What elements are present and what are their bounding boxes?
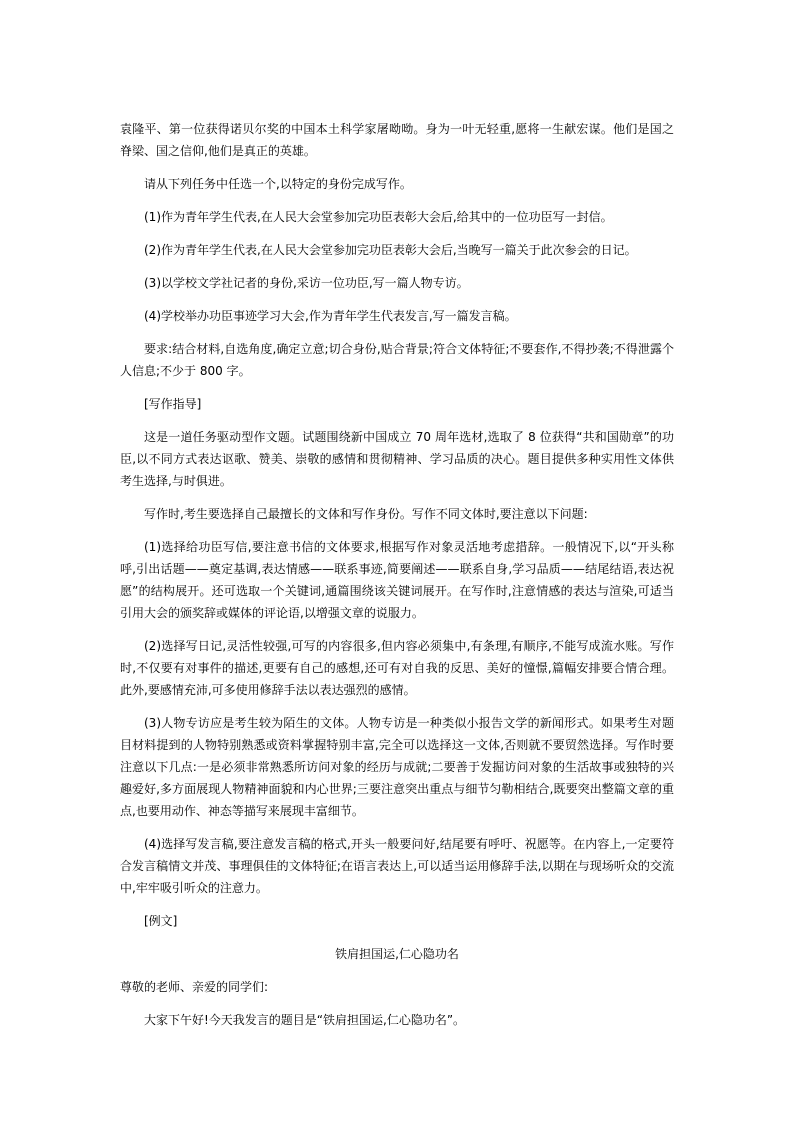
example-label: [例文] bbox=[144, 914, 178, 928]
document-page bbox=[120, 118, 674, 1042]
essay-salutation: 尊敬的老师、亲爱的同学们: bbox=[120, 980, 269, 994]
essay-opening: 大家下午好!今天我发言的题目是“铁肩担国运,仁心隐功名”。 bbox=[144, 1013, 466, 1027]
task-item-1: (1)作为青年学生代表,在人民大会堂参加完功臣表彰大会后,给其中的一位功臣写一封信。 bbox=[144, 210, 613, 224]
requirements-paragraph: 要求:结合材料,自选角度,确定立意;切合身份,贴合背景;符合文体特征;不要套作,不得抄袭;不得泄露个人信息;不少于 800 字。 bbox=[120, 342, 674, 378]
intro-paragraph: 袁隆平、第一位获得诺贝尔奖的中国本土科学家屠呦呦。身为一叶无轻重,愿将一生献宏谋。他们是国之脊梁、国之信仰,他们是真正的英雄。 bbox=[120, 122, 674, 158]
guide-note: 写作时,考生要选择自己最擅长的文体和写作身份。写作不同文体时,要注意以下问题: bbox=[144, 507, 588, 521]
guide-intro: 这是一道任务驱动型作文题。试题围绕新中国成立 70 周年选材,选取了 8 位获得“共和国勋章”的功臣,以不同方式表达讴歌、赞美、崇敬的感情和贯彻精神、学习品质的决心。题目提供多种实用性文体供考生选择,与时俱进。 bbox=[120, 430, 674, 488]
guide-point-4: (4)选择写发言稿,要注意发言稿的格式,开头一般要问好,结尾要有呼吁、祝愿等。在内容上,一定要符合发言稿情文并茂、事理俱佳的文体特征;在语言表达上,可以适当运用修辞手法,以期在与现场听众的交流中,牢牢吸引听众的注意力。 bbox=[120, 837, 674, 895]
task-prompt: 请从下列任务中任选一个,以特定的身份完成写作。 bbox=[144, 177, 412, 191]
guide-label: [写作指导] bbox=[144, 397, 202, 411]
guide-point-3: (3)人物专访应是考生较为陌生的文体。人物专访是一种类似小报告文学的新闻形式。如果考生对题目材料提到的人物特别熟悉或资料掌握特别丰富,完全可以选择这一文体,否则就不要贸然选择。写作时要注意以下几点:一是必须非常熟悉所访问对象的经历与成就;二要善于发掘访问对象的生活故事或独特的兴趣爱好,多方面展现人物精神面貌和内心世界;三要注意突出重点与细节匀勒相结合,既要突出整篇文章的重点,也要用动作、神态等描写来展现丰富细节。 bbox=[120, 716, 674, 818]
task-item-4: (4)学校举办功臣事迹学习大会,作为青年学生代表发言,写一篇发言稿。 bbox=[144, 309, 517, 323]
guide-point-2: (2)选择写日记,灵活性较强,可写的内容很多,但内容必须集中,有条理,有顺序,不能写成流水账。写作时,不仅要有对事件的描述,更要有自己的感想,还可有对自我的反思、美好的憧憬,篇幅安排要合情合理。此外,要感情充沛,可多使用修辞手法以表达强烈的感情。 bbox=[120, 639, 674, 697]
task-item-3: (3)以学校文学社记者的身份,采访一位功臣,写一篇人物专访。 bbox=[144, 276, 469, 290]
guide-point-1: (1)选择给功臣写信,要注意书信的文体要求,根据写作对象灵活地考虑措辞。一般情况下,以“开头称呼,引出话题——奠定基调,表达情感——联系事迹,简要阐述——联系自身,学习品质——结尾结语,表达祝愿”的结构展开。还可选取一个关键词,通篇围绕该关键词展开。在写作时,注意情感的表达与渲染,可适当引用大会的颁奖辞或媒体的评论语,以增强文章的说服力。 bbox=[120, 540, 674, 620]
task-item-2: (2)作为青年学生代表,在人民大会堂参加完功臣表彰大会后,当晚写一篇关于此次参会的日记。 bbox=[144, 243, 637, 257]
essay-title: 铁肩担国运,仁心隐功名 bbox=[335, 947, 459, 961]
